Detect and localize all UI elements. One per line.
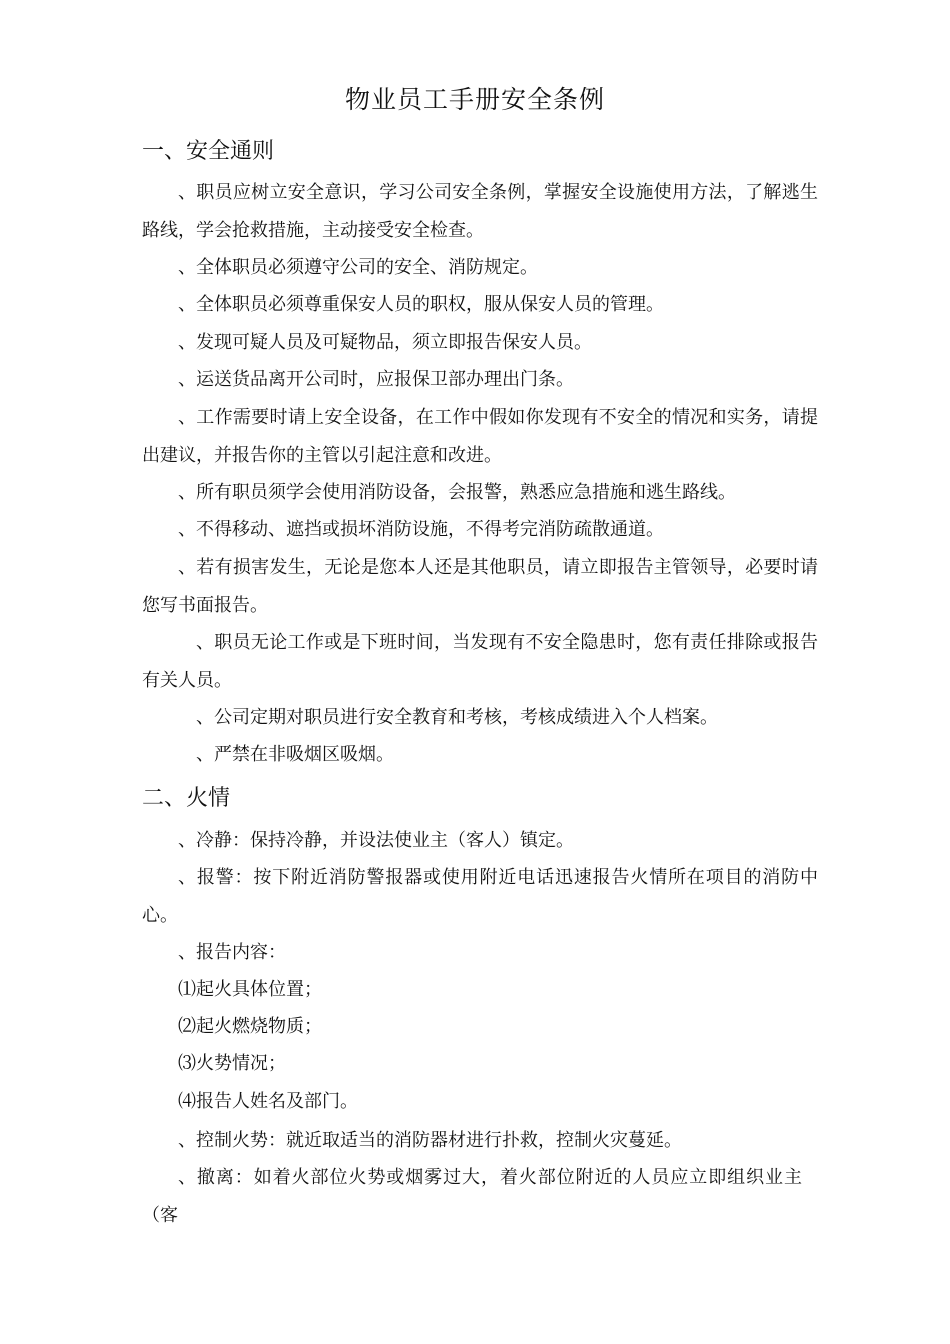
paragraph: 、工作需要时请上安全设备，在工作中假如你发现有不安全的情况和实务，请提出建议，并报告你的主管以引起注意和改进。	[142, 407, 818, 466]
paragraph: 、运送货品离开公司时，应报保卫部办理出门条。	[178, 369, 574, 390]
paragraph: 、冷静：保持冷静，并设法使业主（客人）镇定。	[178, 830, 574, 851]
paragraph: 、报告内容：	[178, 942, 286, 963]
document-title: 物业员工手册安全条例	[344, 85, 605, 114]
paragraph: 、全体职员必须尊重保安人员的职权，服从保安人员的管理。	[178, 294, 664, 315]
paragraph: 、全体职员必须遵守公司的安全、消防规定。	[178, 257, 538, 278]
section-heading-fire: 二、火情	[142, 786, 231, 811]
list-item: ⑴起火具体位置；	[178, 979, 322, 1000]
paragraph: 、严禁在非吸烟区吸烟。	[196, 744, 394, 765]
paragraph: 、报警：按下附近消防警报器或使用附近电话迅速报告火情所在项目的消防中心。	[142, 867, 818, 926]
paragraph: 、所有职员须学会使用消防设备，会报警，熟悉应急措施和逃生路线。	[178, 482, 736, 503]
section-heading-general-safety: 一、安全通则	[142, 139, 275, 164]
list-item: ⑵起火燃烧物质；	[178, 1016, 322, 1037]
paragraph: 、发现可疑人员及可疑物品，须立即报告保安人员。	[178, 332, 592, 353]
list-item: ⑷报告人姓名及部门。	[178, 1091, 358, 1112]
paragraph: 、撤离：如着火部位火势或烟雾过大，着火部位附近的人员应立即组织业主（客	[142, 1167, 802, 1226]
paragraph: 、不得移动、遮挡或损坏消防设施，不得考完消防疏散通道。	[178, 519, 664, 540]
paragraph: 、职员无论工作或是下班时间，当发现有不安全隐患时，您有责任排除或报告有关人员。	[142, 632, 818, 691]
paragraph: 、职员应树立安全意识，学习公司安全条例，掌握安全设施使用方法，了解逃生路线，学会抢救措施，主动接受安全检查。	[142, 182, 818, 241]
paragraph: 、控制火势：就近取适当的消防器材进行扑救，控制火灾蔓延。	[178, 1130, 682, 1151]
paragraph: 、若有损害发生，无论是您本人还是其他职员，请立即报告主管领导，必要时请您写书面报告。	[142, 557, 818, 616]
list-item: ⑶火势情况；	[178, 1053, 286, 1074]
paragraph: 、公司定期对职员进行安全教育和考核，考核成绩进入个人档案。	[196, 707, 718, 728]
